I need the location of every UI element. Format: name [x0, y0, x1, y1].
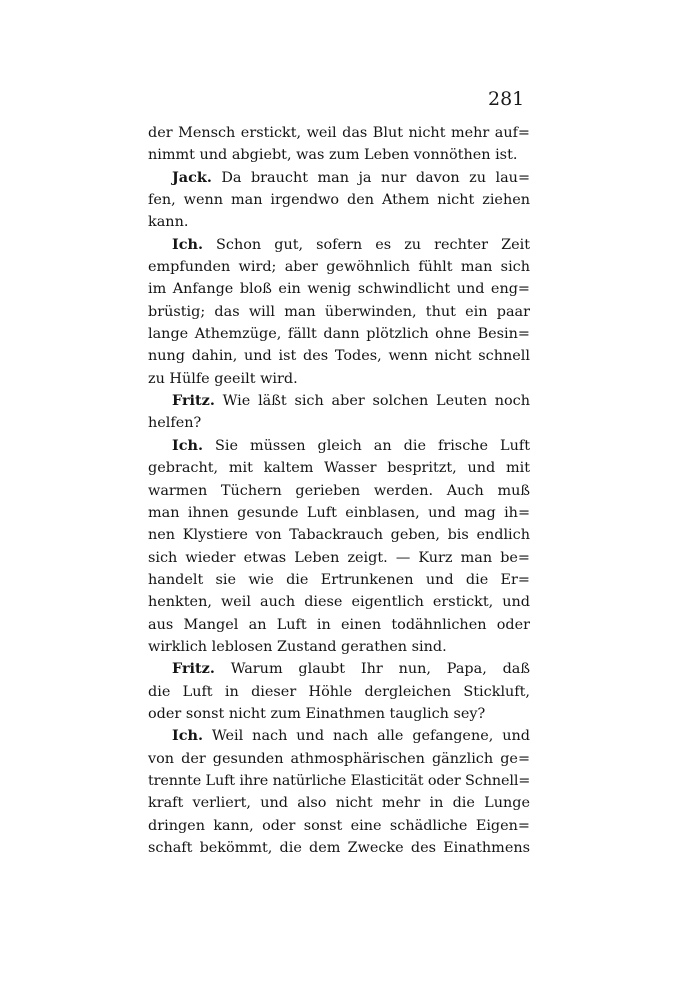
text-line	[148, 234, 530, 256]
text-line	[148, 435, 530, 457]
text-line	[148, 502, 530, 524]
line-text: schaft bekömmt, die dem Zwecke des Einathmens	[148, 840, 530, 856]
line-text: im Anfange bloß ein wenig schwindlicht und eng=	[148, 281, 530, 298]
speaker-name: Jack.	[172, 168, 212, 186]
text-line	[148, 837, 530, 859]
line-text: oder sonst nicht zum Einathmen tauglich sey?	[148, 705, 486, 722]
text-line	[148, 480, 530, 502]
text-line	[148, 345, 530, 367]
line-text: Sie müssen gleich an die frische Luft	[215, 437, 530, 454]
line-text: kann.	[148, 214, 189, 231]
line-text: Warum glaubt Ihr nun, Papa, daß	[230, 661, 531, 678]
text-line	[148, 122, 530, 144]
line-text: Da braucht man ja nur davon zu lau=	[221, 169, 531, 186]
text-line	[148, 591, 530, 613]
text-line	[148, 457, 530, 479]
text-line	[148, 144, 530, 166]
line-text: trennte Luft ihre natürliche Elasticität oder Schnell=	[148, 772, 531, 789]
line-text: aus Mangel an Luft in einen todähnlichen oder	[148, 616, 530, 633]
line-text: der Mensch erstickt, weil das Blut nicht mehr auf=	[148, 125, 530, 141]
text-line	[148, 547, 530, 569]
text-line	[148, 412, 530, 434]
line-text: helfen?	[148, 415, 202, 432]
line-text: sich wieder etwas Leben zeigt. — Kurz man be=	[148, 549, 530, 566]
speaker-name: Fritz.	[172, 660, 215, 678]
text-line	[148, 792, 530, 814]
text-line	[148, 167, 530, 189]
speaker-name: Fritz.	[172, 392, 215, 410]
line-text: wirklich leblosen Zustand gerathen sind.	[148, 638, 447, 655]
line-text: dringen kann, oder sonst eine schädliche Eigen=	[148, 817, 530, 834]
text-line	[148, 278, 530, 300]
speaker-name: Ich.	[172, 235, 203, 253]
text-line	[148, 748, 530, 770]
line-text: kraft verliert, und also nicht mehr in die Lunge	[148, 795, 530, 812]
line-text: lange Athemzüge, fällt dann plötzlich ohne Besin=	[148, 326, 530, 343]
line-text: gebracht, mit kaltem Wasser bespritzt, und mit	[148, 460, 530, 477]
line-text: die Luft in dieser Höhle dergleichen Stickluft,	[148, 683, 530, 700]
text-line	[148, 681, 530, 703]
text-line	[148, 323, 530, 345]
line-text: handelt sie wie die Ertrunkenen und die Er=	[148, 571, 530, 588]
page-number: 281	[488, 88, 525, 110]
line-text: Schon gut, sofern es zu rechter Zeit	[216, 236, 531, 253]
text-line	[148, 368, 530, 390]
text-line	[148, 189, 530, 211]
speaker-name: Ich.	[172, 436, 203, 454]
text-line	[148, 815, 530, 837]
text-line	[148, 256, 530, 278]
line-text: man ihnen gesunde Luft einblasen, und mag ih=	[148, 504, 530, 521]
text-line	[148, 569, 530, 591]
text-line	[148, 211, 530, 233]
line-text: empfunden wird; aber gewöhnlich fühlt man sich	[148, 259, 530, 276]
line-text: Wie läßt sich aber solchen Leuten noch	[222, 393, 531, 410]
line-text: nung dahin, und ist des Todes, wenn nicht schnell	[148, 348, 530, 365]
line-text: nen Klystiere von Tabackrauch geben, bis endlich	[148, 527, 530, 544]
text-line	[148, 703, 530, 725]
line-text: von der gesunden athmosphärischen gänzlich ge=	[148, 750, 530, 767]
line-text: Weil nach und nach alle gefangene, und	[211, 728, 530, 745]
line-text: henkten, weil auch diese eigentlich erstickt, und	[148, 594, 530, 611]
text-line	[148, 390, 530, 412]
text-line	[148, 636, 530, 658]
text-line	[148, 614, 530, 636]
text-line	[148, 770, 530, 792]
line-text: brüstig; das will man überwinden, thut ein paar	[148, 303, 530, 320]
line-text: fen, wenn man irgendwo den Athem nicht ziehen	[148, 192, 530, 209]
line-text: nimmt und abgiebt, was zum Leben vonnöthen ist.	[148, 147, 518, 164]
speaker-name: Ich.	[172, 727, 203, 745]
text-line	[148, 725, 530, 747]
text-line	[148, 658, 530, 680]
body-text	[148, 122, 530, 859]
line-text: zu Hülfe geeilt wird.	[148, 370, 298, 387]
line-text: warmen Tüchern gerieben werden. Auch muß	[148, 482, 530, 499]
text-line	[148, 301, 530, 323]
text-line	[148, 524, 530, 546]
